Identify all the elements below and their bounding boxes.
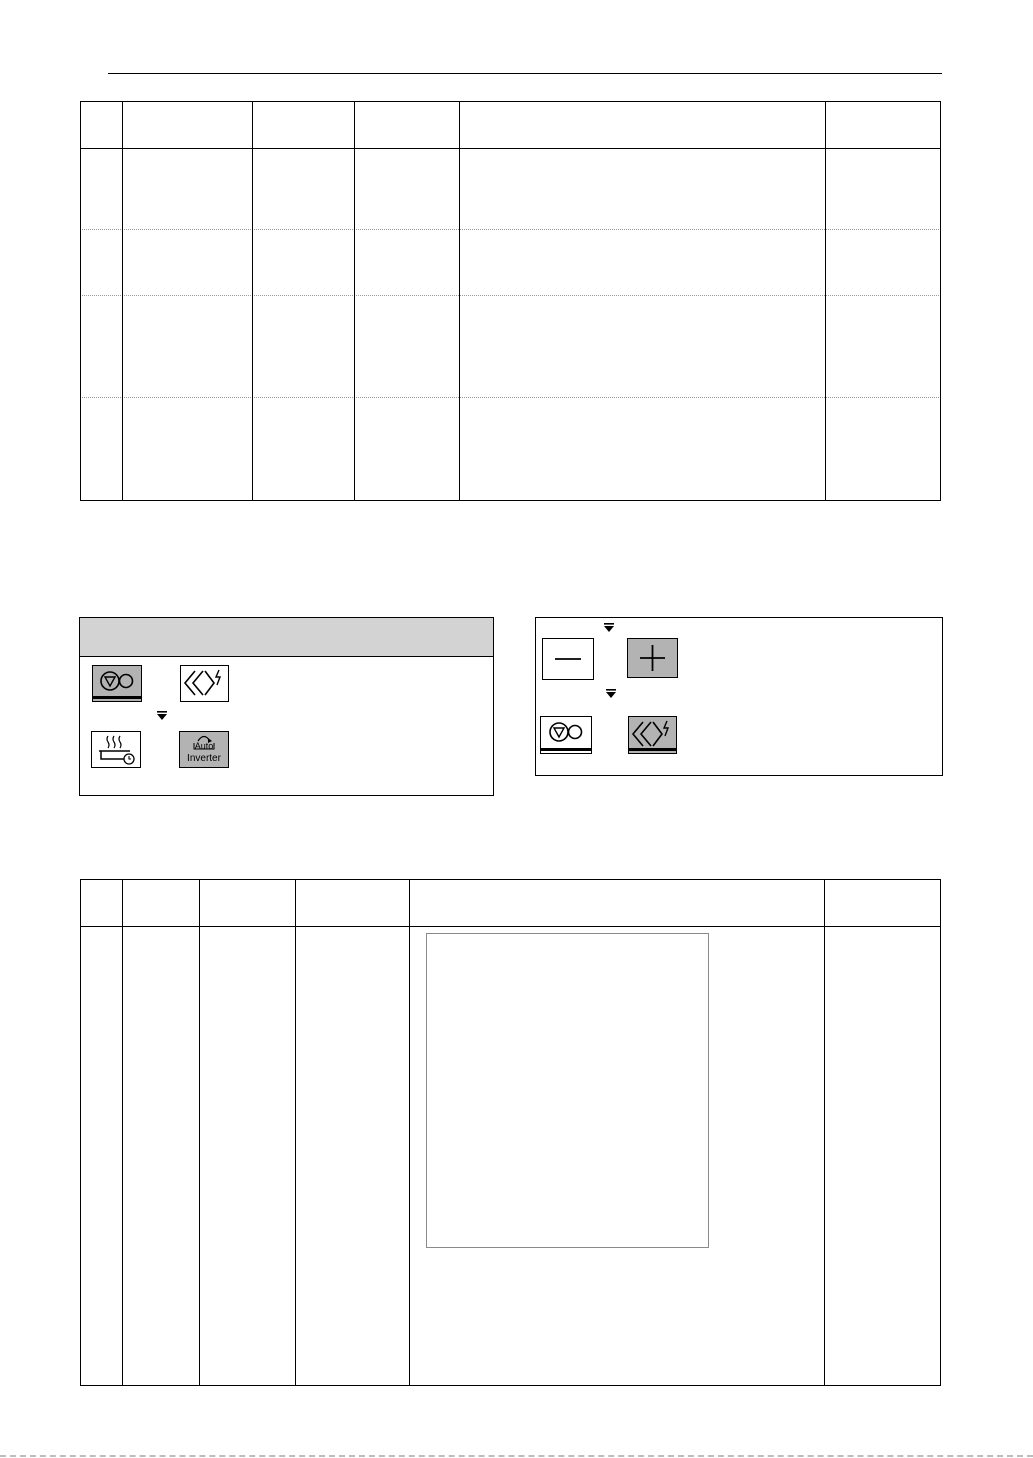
plus-icon — [628, 639, 677, 677]
table-column-rule — [122, 879, 123, 1386]
control-panel-right — [535, 617, 943, 776]
table-column-rule — [940, 879, 941, 1386]
inverter-label: Inverter — [187, 753, 221, 764]
auto-inverter-key[interactable] — [179, 731, 229, 768]
minus-key[interactable] — [542, 638, 594, 680]
header-rule — [108, 73, 942, 74]
table-bottom-bottom-border — [80, 1385, 941, 1386]
auto-label: Auto — [194, 741, 214, 751]
table-column-rule — [409, 879, 410, 1386]
table-top-bottom-border — [80, 500, 941, 501]
lightning-diamond-icon — [181, 666, 228, 701]
key-underline — [541, 748, 591, 751]
table-column-rule — [824, 879, 825, 1386]
table-column-rule — [295, 879, 296, 1386]
start-stop-key[interactable] — [92, 665, 142, 702]
table-column-rule — [459, 101, 460, 501]
table-column-rule — [80, 879, 81, 1386]
arrow-down-icon — [605, 689, 617, 699]
table-column-rule — [252, 101, 253, 501]
plasma-key[interactable] — [628, 716, 677, 754]
table-column-rule — [199, 879, 200, 1386]
table-row-divider — [80, 229, 941, 230]
table-column-rule — [825, 101, 826, 501]
table-row-divider — [80, 295, 941, 296]
plasma-key[interactable] — [180, 665, 229, 702]
arrow-down-icon — [603, 623, 615, 633]
control-panel-left — [79, 617, 494, 796]
key-underline — [629, 748, 676, 751]
minus-icon — [543, 639, 593, 679]
table-column-rule — [354, 101, 355, 501]
table-column-rule — [122, 101, 123, 501]
table-bottom-header-rule — [80, 926, 941, 927]
table-row-divider — [80, 397, 941, 398]
plus-key[interactable] — [627, 638, 678, 678]
steam-pot-timer-icon — [92, 732, 140, 767]
table-top-header-rule — [80, 148, 941, 149]
timer-key[interactable] — [91, 731, 141, 768]
arrow-down-icon — [156, 711, 168, 721]
panel-header — [80, 618, 493, 657]
figure-frame — [426, 933, 709, 1248]
table-bottom-border — [80, 879, 941, 880]
table-column-rule — [940, 101, 941, 501]
table-column-rule — [80, 101, 81, 501]
key-underline — [93, 696, 141, 699]
page-trim-line — [0, 1455, 1033, 1457]
table-top-border — [80, 101, 941, 102]
start-stop-key[interactable] — [540, 716, 592, 754]
